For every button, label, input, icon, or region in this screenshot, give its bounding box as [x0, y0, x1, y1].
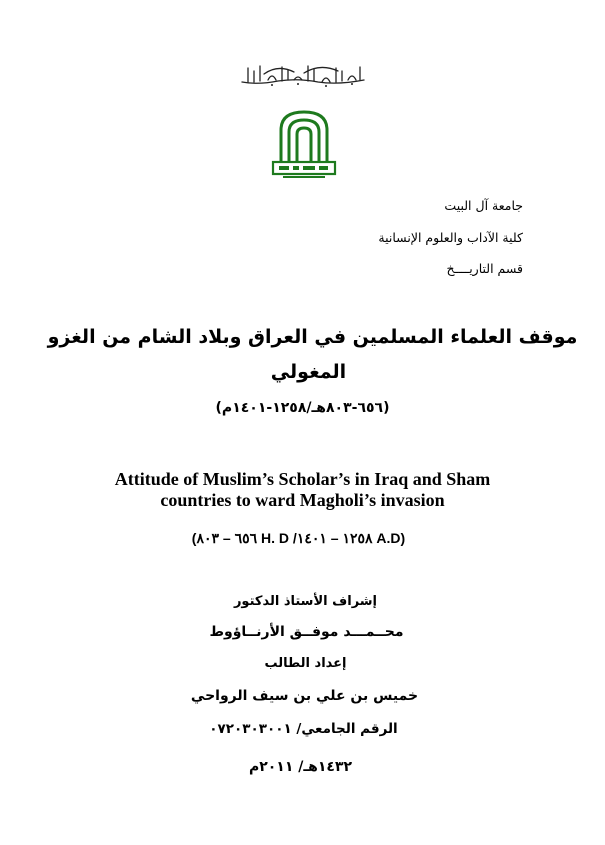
english-title-dates-text: (٦٥٦ – ٨٠٣ H. D /١٢٥٨ – ١٤٠١ A.D) [191, 530, 406, 546]
student-name [0, 688, 605, 704]
prepared-by-label [0, 656, 605, 671]
english-title-dates [0, 530, 605, 547]
arabic-title-line-1 [0, 326, 605, 348]
english-title-line-1: Attitude of Muslim’s Scholar’s in Iraq and Sham [114, 469, 491, 489]
submission-year [0, 759, 605, 775]
arabic-title-line-1-text: موقف العلماء المسلمين في العراق وبلاد الشام من الغزو [47, 326, 578, 348]
student-name-text: خميس بن علي بن سيف الرواحي [190, 688, 419, 704]
student-id-text: الرقم الجامعي/ ٠٧٢٠٣٠٣٠٠١ [209, 721, 398, 737]
supervisor-name [0, 624, 605, 640]
prepared-by-label-text: إعداد الطالب [264, 656, 347, 671]
supervision-label [0, 594, 605, 609]
arabic-title-line-2 [0, 361, 605, 383]
english-title-line-2: countries to ward Magholi’s invasion [160, 490, 445, 510]
arabic-title-line-2-text: المغولي [270, 361, 347, 383]
basmala-calligraphy-icon [238, 62, 368, 88]
faculty-name: كلية الآداب والعلوم الإنسانية [378, 230, 523, 245]
department-name: قسم التاريــــخ [446, 261, 523, 276]
submission-year-text: ١٤٣٢هـ/ ٢٠١١م [248, 759, 353, 775]
supervision-label-text: إشراف الأستاذ الدكتور [233, 594, 378, 609]
supervisor-name-text: محــمـــد موفــق الأرنــاؤوط [209, 624, 404, 640]
university-logo-icon [269, 106, 339, 182]
student-id [0, 721, 605, 737]
arabic-title-dates: (٦٥٦-٨٠٣هـ/١٢٥٨-١٤٠١م) [215, 400, 390, 416]
university-name: جامعة آل البيت [444, 198, 523, 213]
